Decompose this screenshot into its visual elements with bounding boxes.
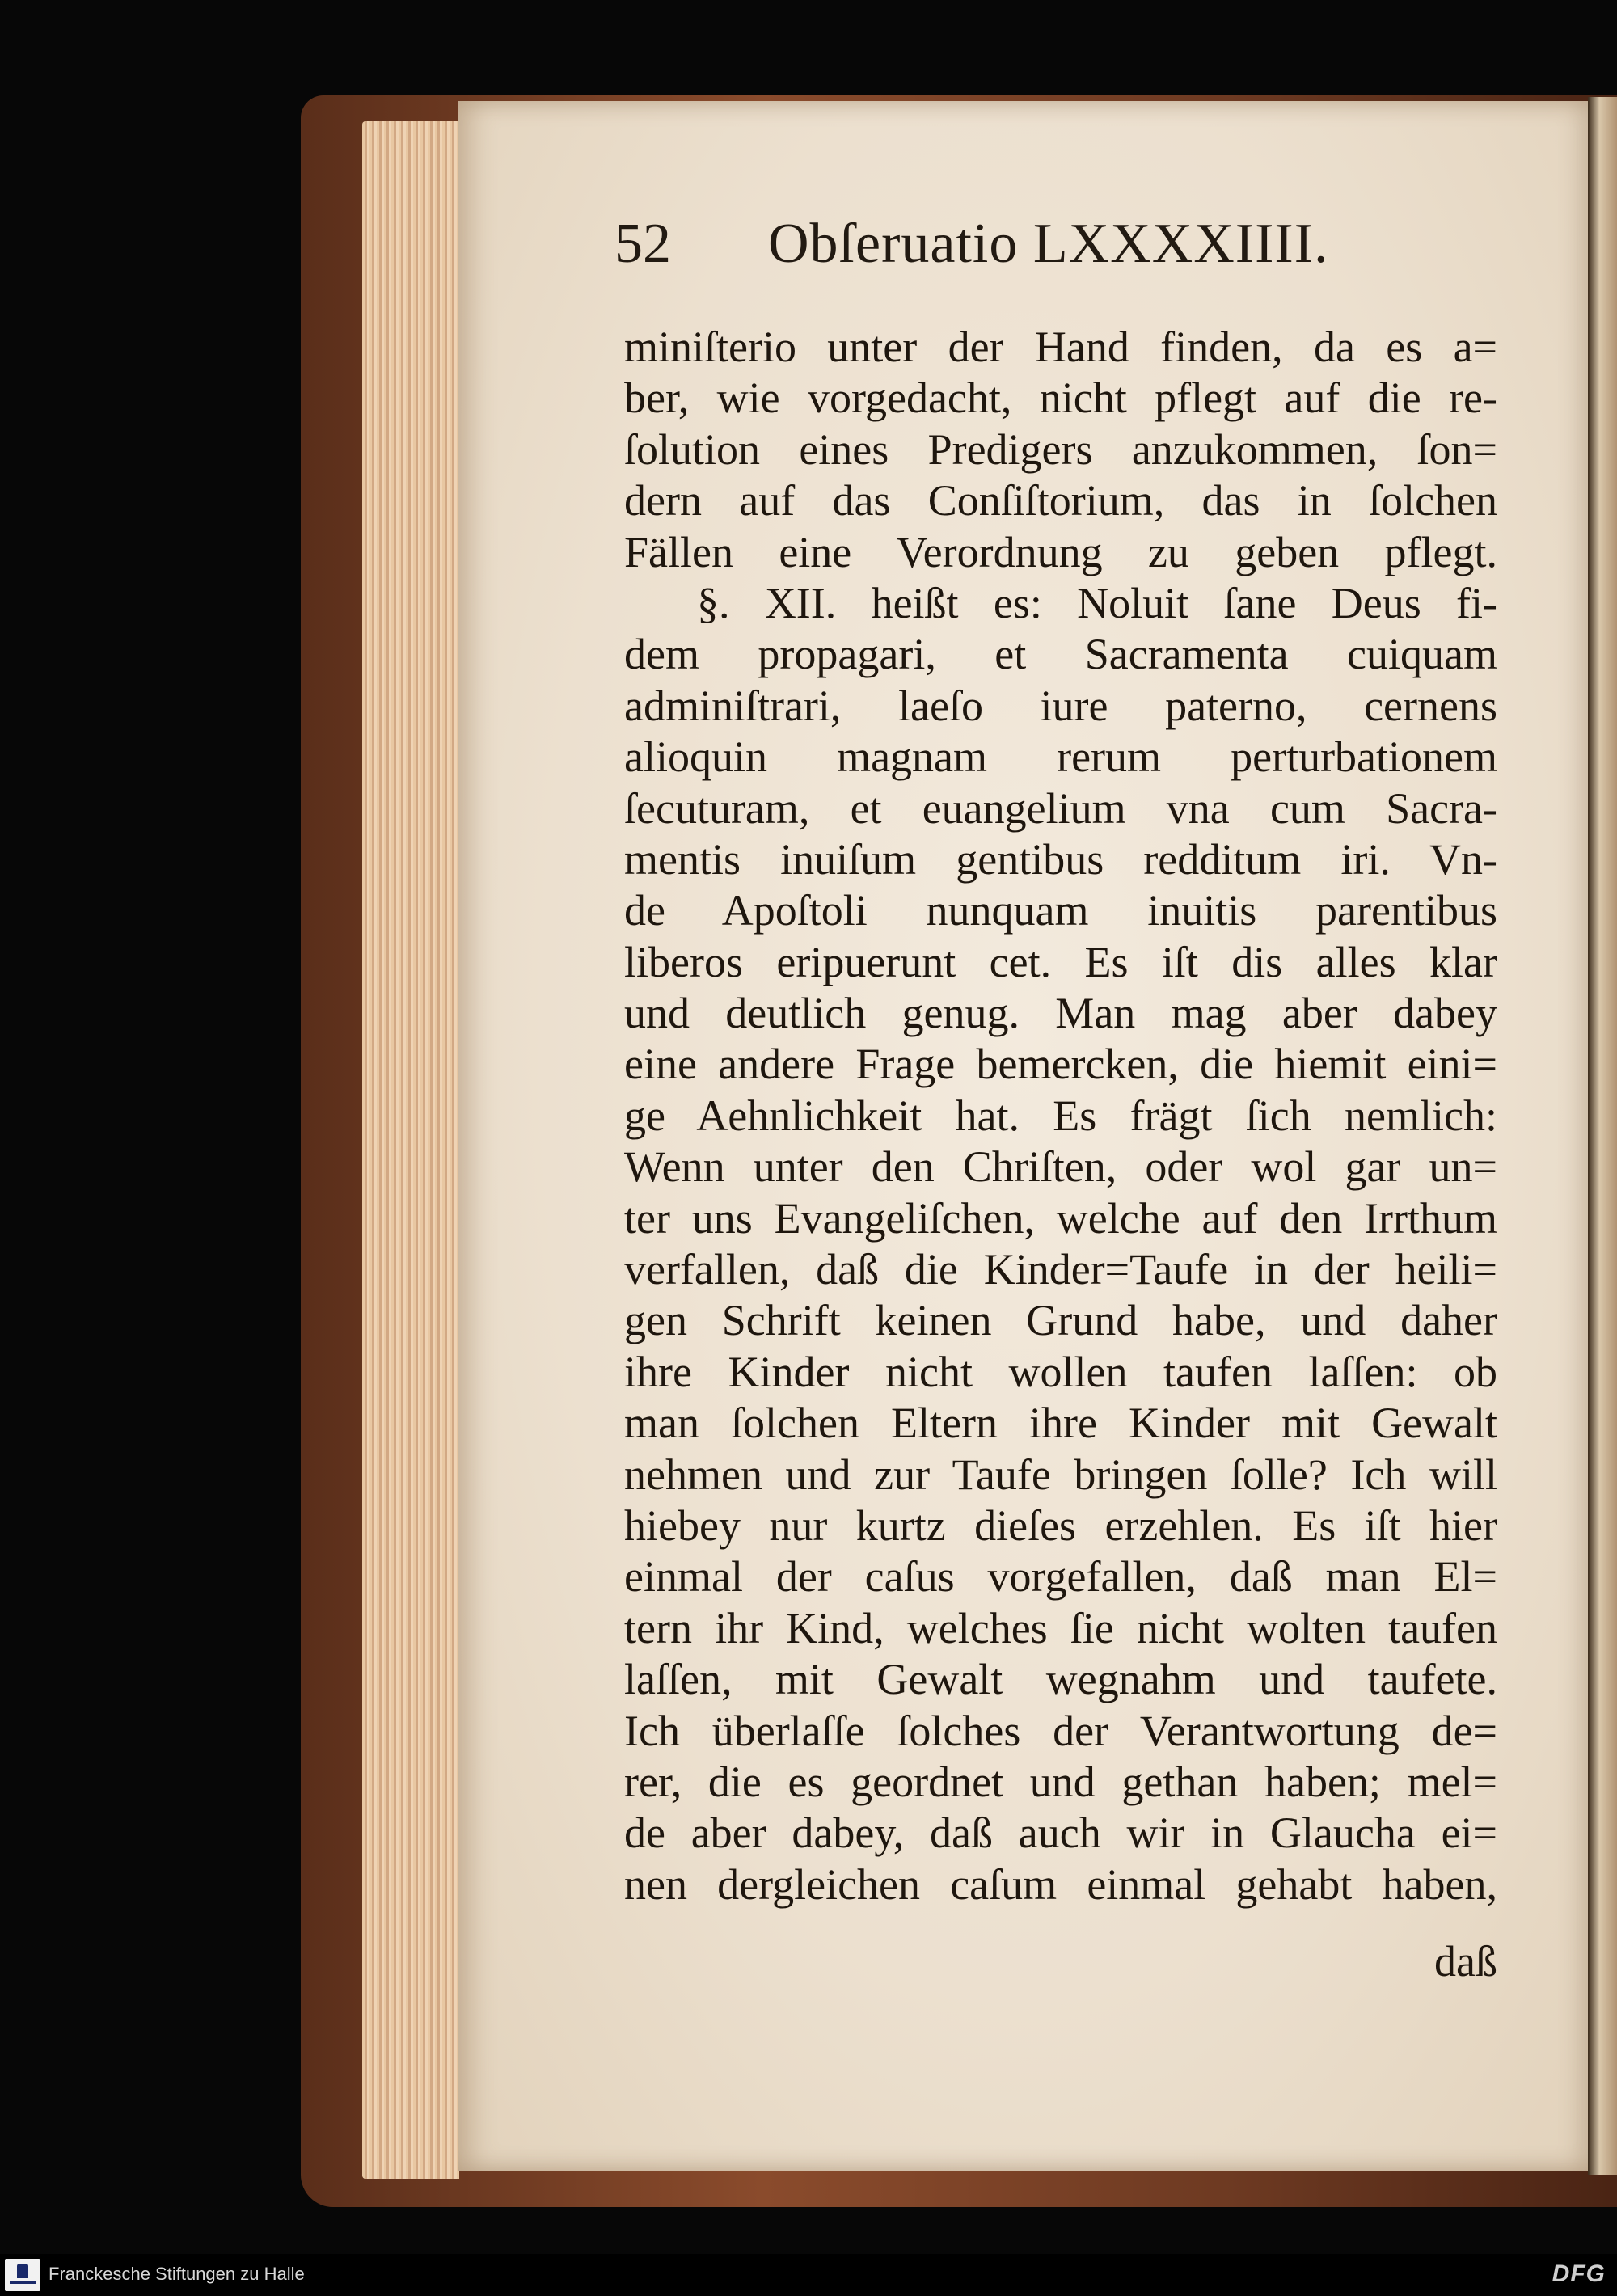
text-line: rer, die es geordnet und gethan haben; mel= [624,1757,1497,1806]
facing-page-edge [1588,97,1617,2175]
text-line: Fällen eine Verordnung zu geben pflegt. [624,527,1497,576]
text-line: ſolution eines Predigers anzukommen, ſon= [624,424,1497,474]
text-line: eine andere Frage bemercken, die hiemit eini= [624,1040,1497,1089]
text-line: Wenn unter den Chriſten, oder wol gar un= [624,1142,1497,1192]
text-line: dern auf das Conſiſtorium, das in ſolchen [624,476,1497,525]
text-line: laſſen, mit Gewalt wegnahm und taufete. [624,1655,1497,1704]
text-line: mentis inuiſum gentibus redditum iri. Vn- [624,834,1497,884]
text-line: nen dergleichen caſum einmal gehabt haben, [624,1859,1497,1909]
text-line: und deutlich genug. Man mag aber dabey [624,989,1497,1038]
text-line: einmal der caſus vorgefallen, daß man El= [624,1552,1497,1602]
text-line: miniſterio unter der Hand finden, da es a= [624,323,1497,371]
text-line: man ſolchen Eltern ihre Kinder mit Gewalt [624,1399,1497,1448]
catchword: daß [1434,1937,1497,1986]
text-line: Ich überlaſſe ſolches der Verantwortung de= [624,1706,1497,1755]
page-header [614,212,1504,285]
text-line: ter uns Evangeliſchen, welche auf den Irrthum [624,1193,1497,1243]
text-line: dem propagari, et Sacramenta cuiquam [624,630,1497,679]
footer-bar [0,2254,1617,2296]
text-line: de Apoſtoli nunquam inuitis parentibus [624,886,1497,935]
running-title: Obſeruatio LXXXXIIII. [768,213,1329,275]
footer-institution[interactable]: Franckesche Stiftungen zu Halle [49,2264,305,2284]
text-line: verfallen, daß die Kinder=Taufe in der heili= [624,1245,1497,1294]
text-line: §. XII. heißt es: Noluit ſane Deus fi- [697,578,1497,627]
text-line: de aber dabey, daß auch wir in Glaucha ei= [624,1809,1497,1858]
text-line: ge Aehnlichkeit hat. Es frägt ſich nemlich: [624,1091,1497,1140]
francke-foundations-logo-icon[interactable] [5,2259,40,2291]
text-line: tern ihr Kind, welches ſie nicht wolten taufen [624,1603,1497,1652]
text-line: ſecuturam, et euangelium vna cum Sacra- [624,783,1497,833]
text-line: alioquin magnam rerum perturbationem [624,732,1497,782]
page-number: 52 [614,213,671,275]
text-line: hiebey nur kurtz dieſes erzehlen. Es iſt hier [624,1500,1497,1550]
text-line: adminiſtrari, laeſo iure paterno, cernens [624,681,1497,730]
dfg-logo[interactable]: DFG [1552,2260,1606,2287]
text-line: nehmen und zur Taufe bringen ſolle? Ich will [624,1450,1497,1499]
text-line: ber, wie vorgedacht, nicht pflegt auf die re- [624,374,1497,423]
text-line: ihre Kinder nicht wollen taufen laſſen: ob [624,1347,1497,1396]
text-line: liberos eripuerunt cet. Es iſt dis alles klar [624,937,1497,986]
text-line: gen Schrift keinen Grund habe, und daher [624,1296,1497,1345]
body-text [624,322,1497,1910]
page-edges [362,121,459,2179]
